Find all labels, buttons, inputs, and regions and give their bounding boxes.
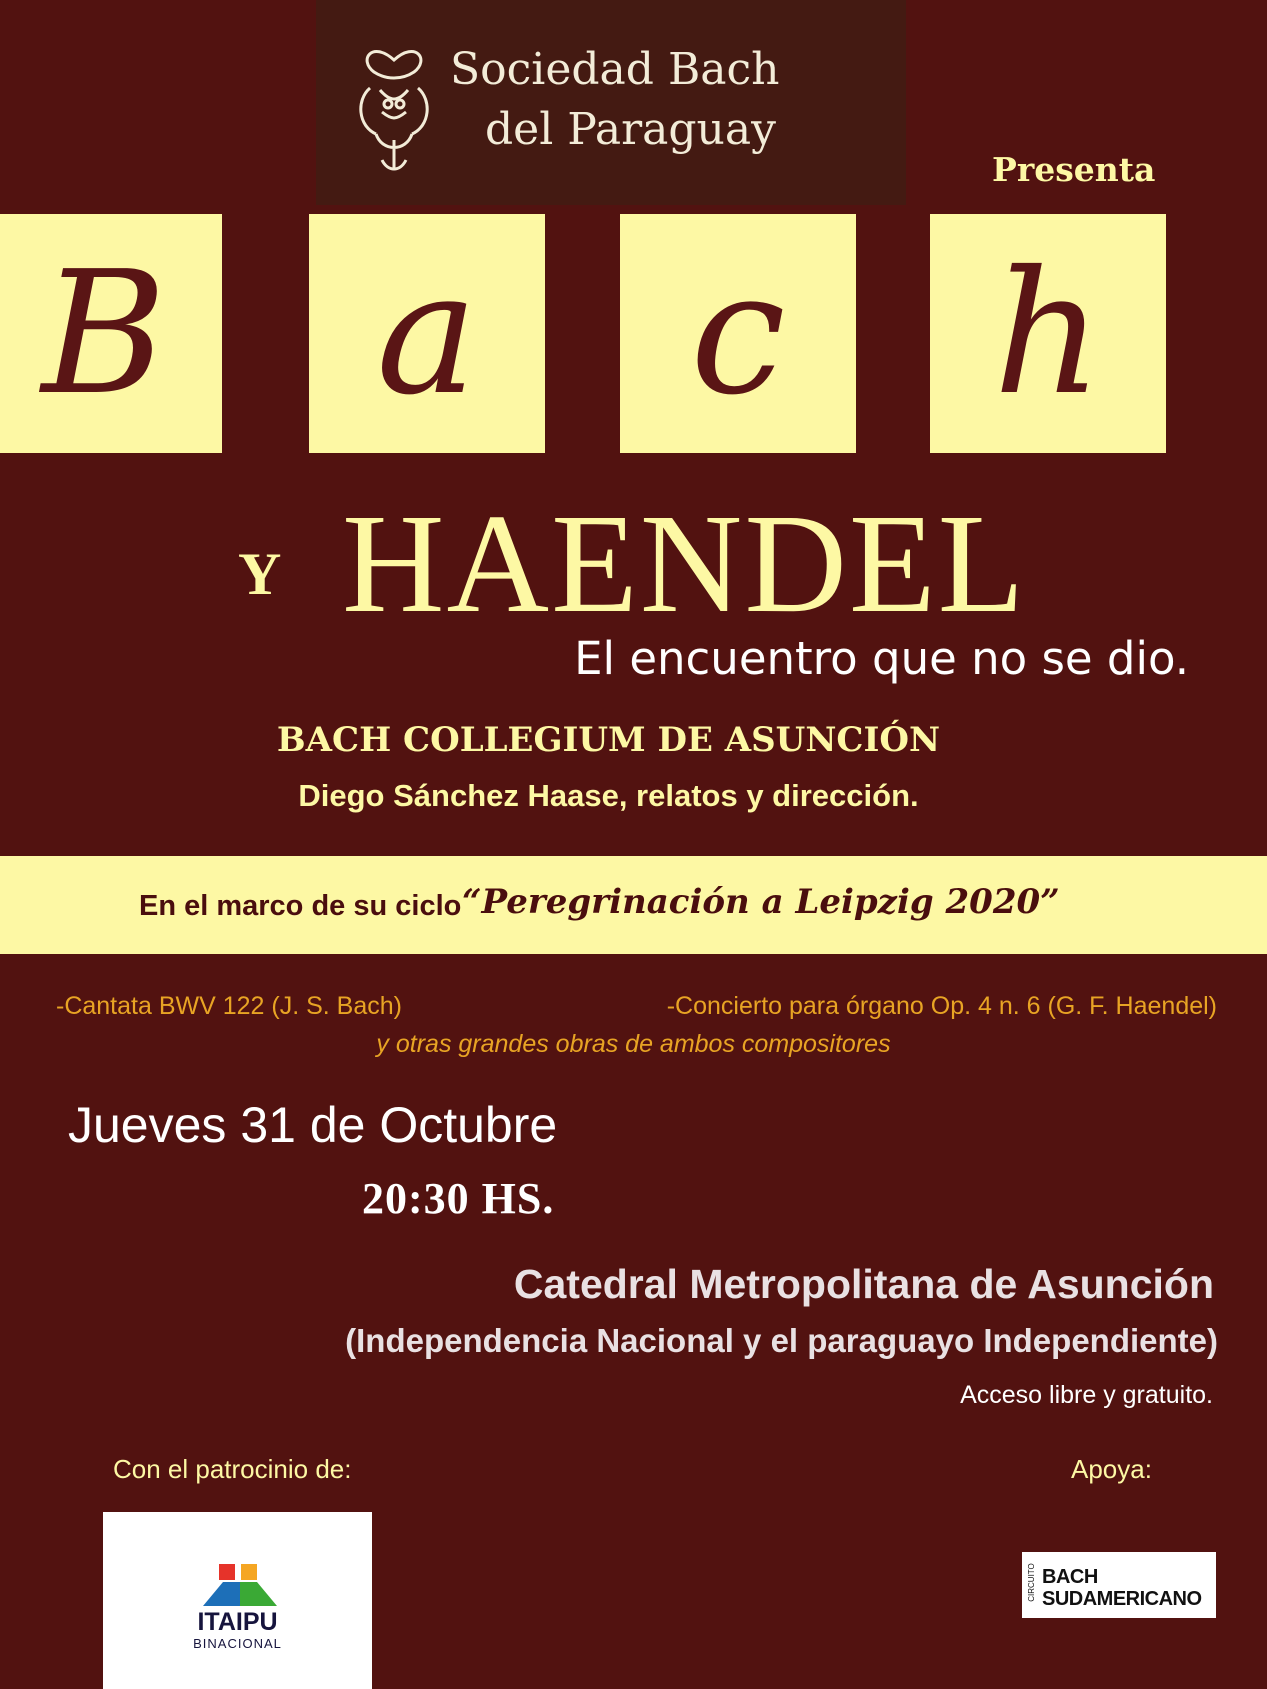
title-tile-a <box>309 214 545 453</box>
itaipu-subtitle: BINACIONAL <box>193 1636 282 1651</box>
event-venue: Catedral Metropolitana de Asunción <box>513 1261 1214 1307</box>
circuito-line1: BACH <box>1042 1566 1098 1588</box>
cycle-prefix: En el marco de su ciclo <box>139 890 462 922</box>
tagline: El encuentro que no se dio. <box>574 632 1189 685</box>
itaipu-wave-icon <box>203 1582 277 1606</box>
society-crest-icon <box>352 40 436 176</box>
title-letter: a <box>376 234 478 433</box>
event-date: Jueves 31 de Octubre <box>68 1097 558 1153</box>
title-letter: B <box>41 234 167 433</box>
title-tile-b <box>0 214 222 453</box>
presenta-label: Presenta <box>992 150 1156 189</box>
itaipu-logo <box>103 1512 372 1689</box>
event-time: 20:30 HS. <box>362 1174 555 1223</box>
title-tile-h <box>930 214 1166 453</box>
itaipu-mark-red <box>219 1564 235 1580</box>
title-tile-c <box>620 214 856 453</box>
circuito-line2: SUDAMERICANO <box>1042 1588 1202 1610</box>
director-credit: Diego Sánchez Haase, relatos y dirección. <box>298 778 919 813</box>
itaipu-mark-orange <box>241 1564 257 1580</box>
program-others: y otras grandes obras de ambos compositores <box>376 1030 891 1058</box>
ensemble-name: BACH COLLEGIUM DE ASUNCIÓN <box>276 720 941 760</box>
ensemble-row <box>0 720 1267 760</box>
support-label: Apoya: <box>1071 1454 1152 1484</box>
director-row <box>0 778 1267 814</box>
org-name-line1: Sociedad Bach <box>450 44 780 95</box>
circuito-side-label: CIRCUITO <box>1026 1563 1036 1602</box>
title-letter: c <box>690 234 786 433</box>
circuito-bach-logo <box>1022 1552 1216 1618</box>
sponsor-label: Con el patrocinio de: <box>113 1454 352 1484</box>
title-conjunction: Y <box>238 541 282 607</box>
itaipu-name: ITAIPU <box>197 1608 278 1636</box>
title-letter: h <box>993 234 1103 433</box>
program-work-2: -Concierto para órgano Op. 4 n. 6 (G. F. Haendel) <box>666 992 1217 1020</box>
cycle-name: “Peregrinación a Leipzig 2020” <box>462 882 1060 922</box>
program-work-1: -Cantata BWV 122 (J. S. Bach) <box>56 992 402 1020</box>
event-address: (Independencia Nacional y el paraguayo Independiente) <box>345 1322 1218 1359</box>
event-access: Acceso libre y gratuito. <box>960 1381 1213 1409</box>
org-name-line2: del Paraguay <box>485 104 776 155</box>
title-haendel: HAENDEL <box>342 484 1027 642</box>
